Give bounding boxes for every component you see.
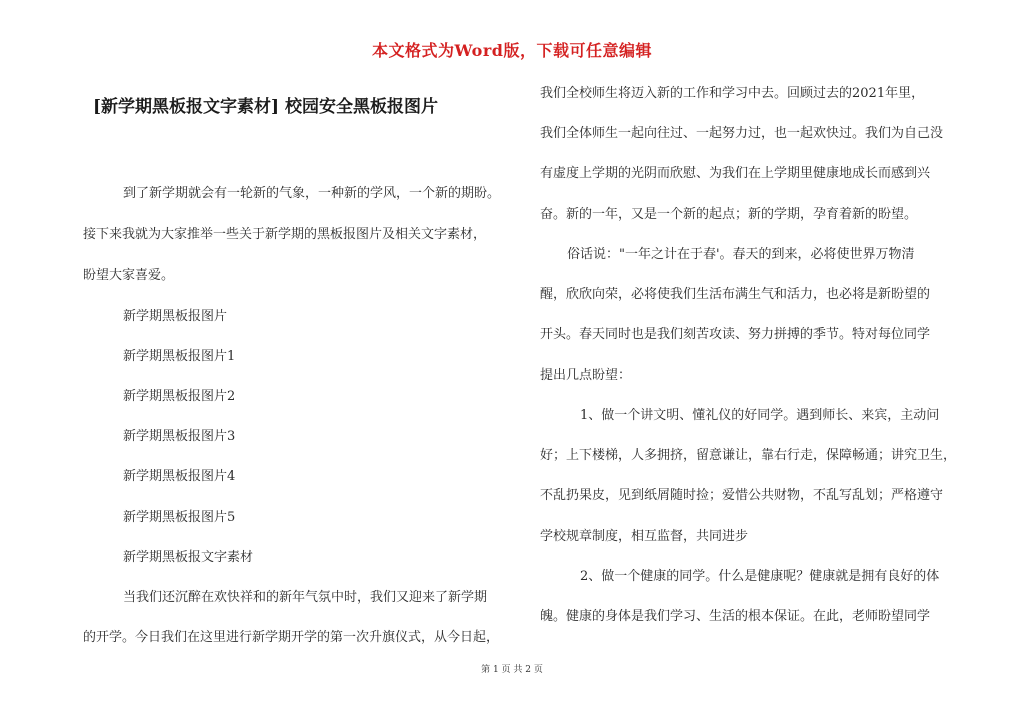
right-line-6: 醒，欣欣向荣，必将使我们生活布满生气和活力，也必将是新盼望的	[540, 287, 931, 302]
right-line-11: 不乱扔果皮，见到纸屑随时捡；爱惜公共财物，不乱写乱划；严格遵守	[540, 488, 944, 503]
left-line-8: 新学期黑板报图片4	[123, 469, 236, 484]
left-line-7: 新学期黑板报图片3	[123, 429, 236, 444]
word-format-banner: 本文格式为Word版，下载可任意编辑	[372, 41, 652, 60]
left-line-1: 到了新学期就会有一轮新的气象，一种新的学风，一个新的期盼。	[123, 186, 501, 201]
right-line-3: 有虚度上学期的光阴而欣慰、为我们在上学期里健康地成长而感到兴	[540, 166, 931, 181]
left-line-10: 新学期黑板报文字素材	[123, 550, 254, 565]
left-line-12: 的开学。今日我们在这里进行新学期开学的第一次升旗仪式，从今日起，	[83, 630, 500, 645]
left-line-2: 接下来我就为大家推举一些关于新学期的黑板报图片及相关文字素材，	[83, 227, 487, 242]
left-line-3: 盼望大家喜爱。	[83, 268, 175, 283]
right-line-5: 俗话说："一年之计在于春'。春天的到来，必将使世界万物清	[567, 247, 915, 262]
left-line-6: 新学期黑板报图片2	[123, 389, 236, 404]
right-line-12: 学校规章制度，相互监督，共同进步	[540, 529, 749, 544]
right-line-14: 魄。健康的身体是我们学习、生活的根本保证。在此，老师盼望同学	[540, 609, 931, 624]
right-line-10: 好；上下楼梯，人多拥挤，留意谦让，靠右行走，保障畅通；讲究卫生，	[540, 448, 957, 463]
right-line-2: 我们全体师生一起向往过、一起努力过，也一起欢快过。我们为自己没	[540, 126, 944, 141]
right-line-8: 提出几点盼望：	[540, 368, 632, 383]
left-line-5: 新学期黑板报图片1	[123, 349, 236, 364]
left-line-9: 新学期黑板报图片5	[123, 510, 236, 525]
left-line-11: 当我们还沉醉在欢快祥和的新年气氛中时，我们又迎来了新学期	[123, 590, 488, 605]
right-line-9: 1、做一个讲文明、懂礼仪的好同学。遇到师长、来宾，主动问	[580, 408, 940, 423]
left-line-4: 新学期黑板报图片	[123, 309, 228, 324]
right-line-4: 奋。新的一年，又是一个新的起点；新的学期，孕育着新的盼望。	[540, 207, 918, 222]
right-line-7: 开头。春天同时也是我们刻苦攻读、努力拼搏的季节。特对每位同学	[540, 327, 931, 342]
right-line-13: 2、做一个健康的同学。什么是健康呢？健康就是拥有良好的体	[580, 569, 940, 584]
document-title: [新学期黑板报文字素材] 校园安全黑板报图片	[93, 97, 439, 117]
page-number-footer: 第 1 页 共 2 页	[481, 665, 543, 675]
right-line-1: 我们全校师生将迈入新的工作和学习中去。回顾过去的2021年里，	[540, 86, 925, 101]
